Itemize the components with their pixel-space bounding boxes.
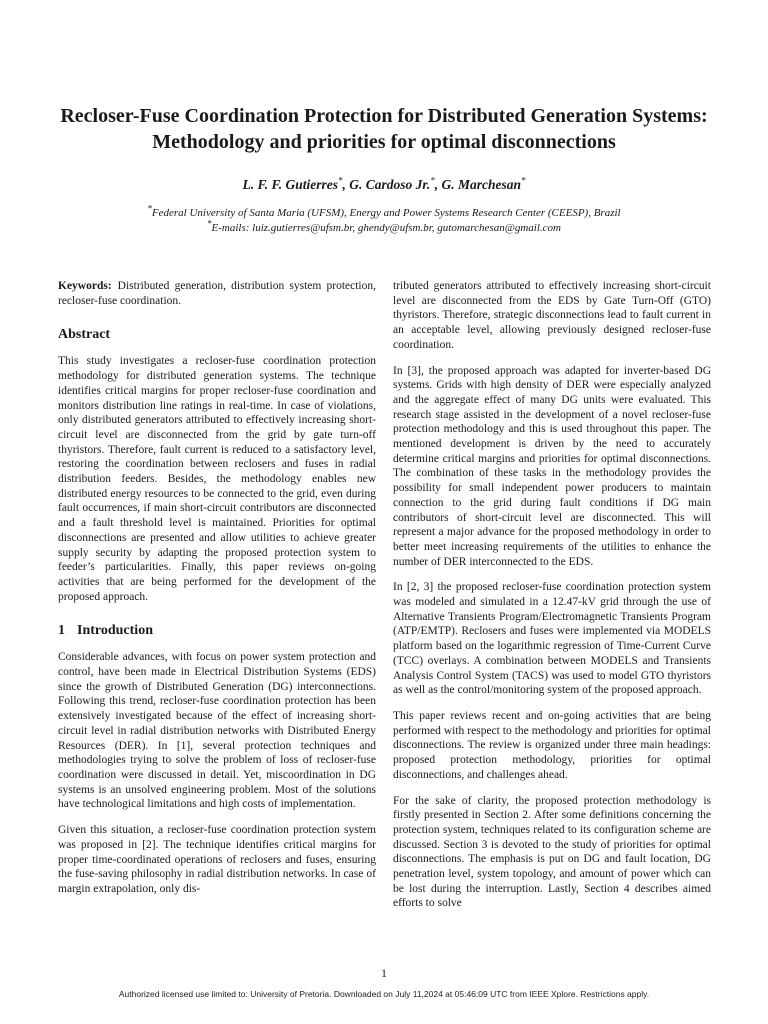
author-affiliation-mark: * (337, 175, 343, 186)
author-affiliation-mark: * (521, 175, 526, 186)
license-footer: Authorized licensed use limited to: University of Pretoria. Downloaded on July 11,2024 at 05:46:09 UTC from IEEE Xplore. Restrictions apply. (118, 989, 650, 999)
author-name: G. Cardoso Jr. (349, 177, 431, 192)
affiliation-mark: * (207, 218, 212, 229)
body-paragraph: tributed generators attributed to effectively increasing short-circuit level are disconnected from the EDS by Gate Turn-Off (GTO) thyristors. Therefore, strategic disconnections lead to fault current in an acceptable level, allowing previously designed recloser-fuse coordination. (393, 280, 711, 351)
body-paragraph: Given this situation, a recloser-fuse coordination protection system was proposed in [2]. The technique identifies critical margins for proper time-coordinated operations of reclosers and fuses, ensuring the fuse-saving philosophy in radial distribution networks. In case of margin extrapolation, only dis- (58, 824, 376, 895)
abstract-heading: Abstract (58, 327, 111, 343)
affiliation-institution: Federal University of Santa Maria (UFSM), Energy and Power Systems Research Center (CEESP), Brazil (151, 207, 621, 219)
author-list (40, 176, 728, 194)
right-column (393, 279, 711, 922)
author-separator: , (434, 177, 442, 192)
paper-title: Recloser-Fuse Coordination Protection for Distributed Generation Systems: Methodology and priorities for optimal disconnections (60, 105, 708, 153)
keywords (58, 279, 376, 308)
body-paragraph: This paper reviews recent and on-going activities that are being performed with respect to the methodology and priorities for optimal disconnections. The review is organized under three main headings: proposed protection methodology, priorities for optimal disconnections, and challenges ahead. (393, 709, 711, 781)
body-paragraph: For the sake of clarity, the proposed protection methodology is firstly presented in Section 2. After some definitions concerning the protection system, techniques related to its configuration scheme are discussed. Section 3 is devoted to the study of priorities for optimal disconnections. The emphasis is put on DG and fault location, DG penetration level, system topology, and amount of power which can be lost during the interruption. Lastly, Section 4 describes aimed efforts to solve (393, 794, 711, 910)
keywords-label: Keywords: (58, 280, 112, 292)
body-paragraph: In [3], the proposed approach was adapted for inverter-based DG systems. Grids with high density of DER were especially analyzed and the aggregate effect of many DG units were evaluated. This research stage assisted in the development of a novel recloser-fuse protection methodology and this is used throughout this paper. The mentioned development is driven by the need to accurately determine critical margins and priorities for optimal disconnections. The combination of these tasks in the methodology provides the possibility for small independent power producers to maintain connection to the grid during fault conditions if DG main contributors of short-circuit level are disconnected. This will represent a major advance for the proposed methodology in order to better meet increasing requirements of the utilities to enhance the number of DER interconnected to the EDS. (393, 364, 711, 568)
body-paragraph: Considerable advances, with focus on power system protection and control, have been made in Electrical Distribution Systems (EDS) since the growth of Distributed Generation (DG) interconnections. Following this trend, recloser-fuse coordination protection has been extensively investigated because of the effect of increasing short-circuit level in radial distribution networks with Distributed Energy Resources (DER). In [1], several protection techniques and methodologies trying to solve the problem of loss of recloser-fuse coordination were discussed in detail. Yet, miscoordination in DG systems is an unsolved engineering problem. Most of the solutions have technological limitations and high costs of implementation. (58, 651, 376, 811)
author-separator: , (342, 177, 350, 192)
abstract-text: This study investigates a recloser-fuse coordination protection methodology for distributed generation systems. The technique identifies critical margins for proper recloser-fuse coordination and monitors distribution line ratings in real-time. In case of violations, only distributed generators attributed to effectively increasing short-circuit level are disconnected from the grid by gate turn-off thyristors. Therefore, fault current is reduced to a satisfactory level, restoring the coordination between reclosers and fuses in radial distribution feeders. Besides, the methodology enables new distributed energy resources to be connected to the grid, even during fault occurrences, if main short-circuit contributors are disconnected and a fault threshold level is maintained. Priorities for optimal disconnections are presented and allow utilities to achieve greater supply security by adapting the proposed protection system to feeder’s particularities. Finally, this paper reviews on-going activities that are being performed for the development of the proposed approach. (58, 355, 376, 603)
keywords-text: Distributed generation, distribution system protection, recloser-fuse coordination. (58, 280, 376, 307)
affiliation-line (40, 203, 728, 221)
affiliation-mark: * (147, 203, 152, 214)
left-column (58, 279, 376, 908)
affiliation-block (40, 203, 728, 236)
section-title: Introduction (77, 623, 153, 639)
author-name: G. Marchesan (441, 177, 522, 192)
author-affiliation-mark: * (430, 175, 435, 186)
section-number: 1 (58, 623, 65, 639)
author-name: L. F. F. Gutierres (242, 177, 338, 192)
affiliation-emails: E-mails: luiz.gutierres@ufsm.br, ghendy@ufsm.br, gutomarchesan@gmail.com (211, 222, 561, 234)
page-number: 1 (381, 966, 387, 980)
introduction-heading (58, 622, 376, 640)
affiliation-line (40, 218, 728, 236)
body-paragraph: In [2, 3] the proposed recloser-fuse coordination protection system was modeled and simulated in a 12.47-kV grid through the use of Alternative Transients Program/Electromagnetic Transients Program (ATP/EMTP). Reclosers and fuses were implemented via MODELS platform based on the logarithmic regression of Time-Current Curve (TCC) overlays. A combination between MODELS and Transients Analysis Control System (TACS) was used to model GTO thyristors as well as the control/monitoring system of the proposed approach. (393, 581, 711, 697)
